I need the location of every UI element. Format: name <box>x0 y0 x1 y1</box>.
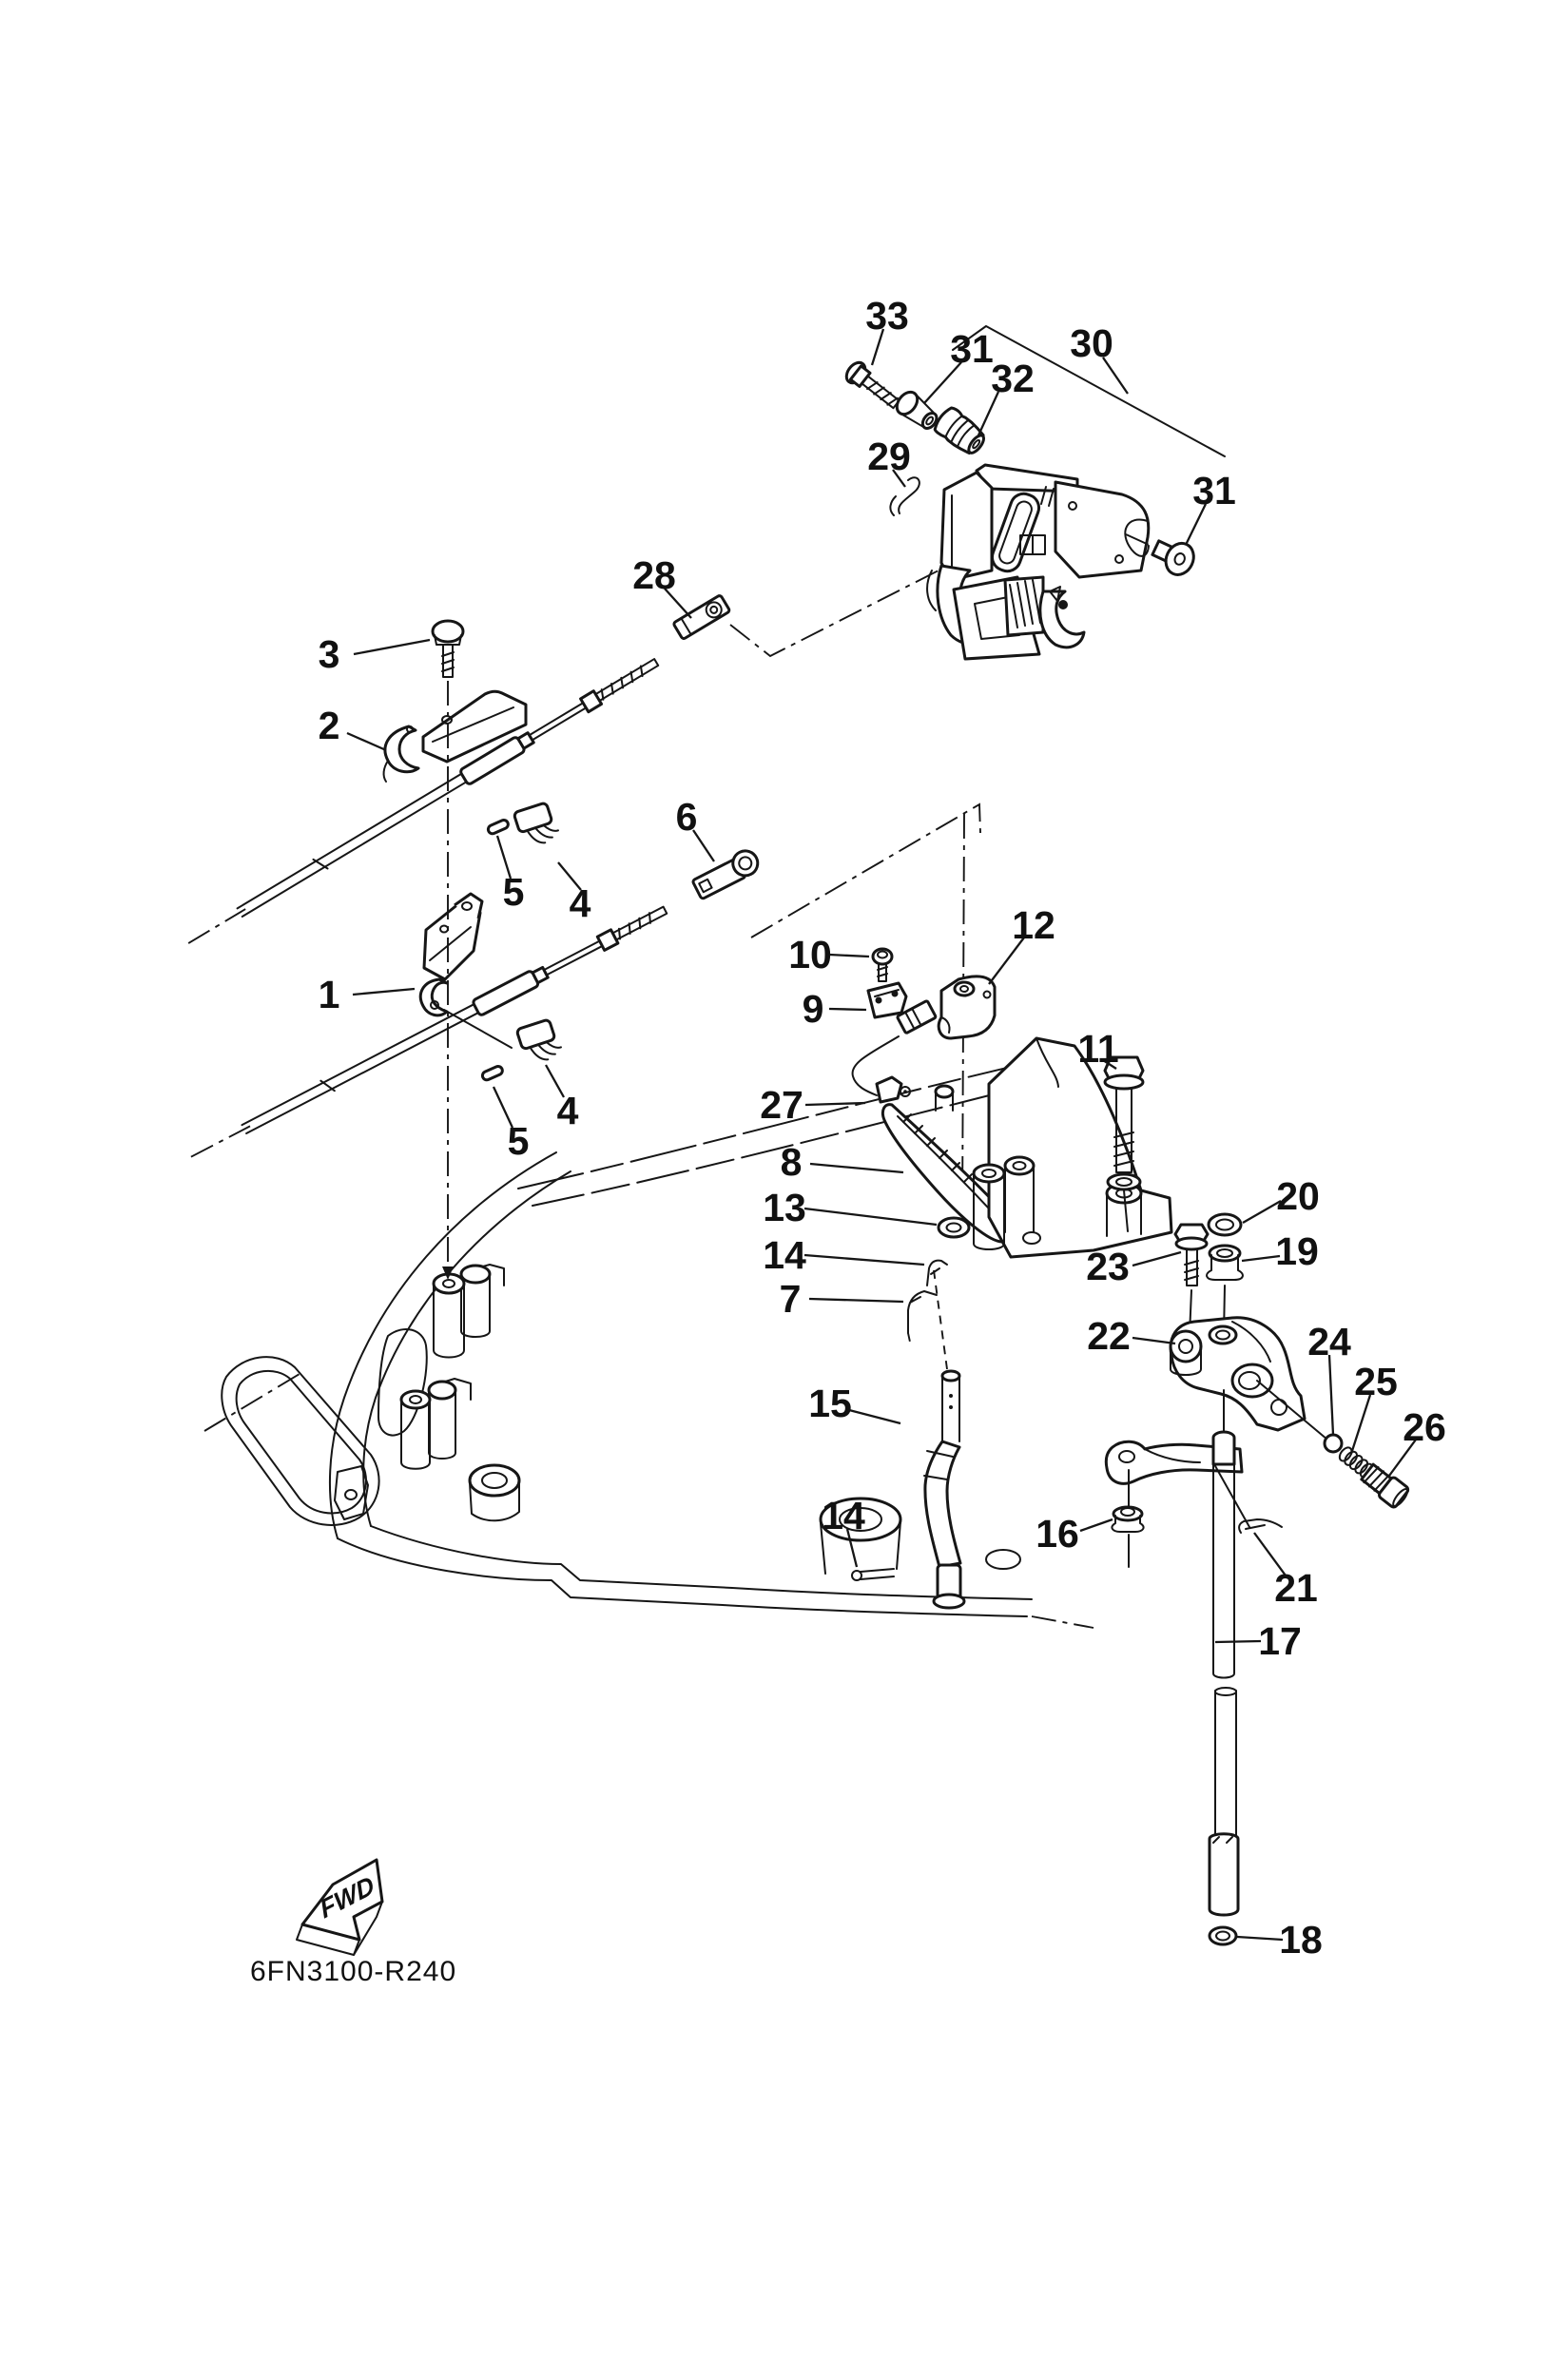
cable-joint-6 <box>690 846 762 899</box>
bushing-16 <box>1112 1507 1143 1532</box>
callout-5 <box>497 836 524 914</box>
leader-line-7 <box>809 1299 903 1302</box>
clip-7 <box>908 1291 937 1346</box>
callout-23 <box>1086 1245 1181 1288</box>
callout-10 <box>788 933 869 976</box>
callout-11 <box>1077 1027 1118 1071</box>
callout-19 <box>1242 1229 1319 1273</box>
part-number-18: 18 <box>1279 1918 1323 1962</box>
callout-13 <box>763 1186 937 1229</box>
shift-lever-22 <box>1171 1318 1305 1430</box>
cable-link-lower <box>751 804 980 938</box>
leader-line-18 <box>1237 1937 1283 1940</box>
pin-5-lower <box>481 1065 504 1081</box>
clip-29 <box>890 477 919 515</box>
drawing-code: 6FN3100-R240 <box>250 1956 457 1987</box>
cable-clamp-4-upper <box>513 802 560 849</box>
part-number-11: 11 <box>1077 1027 1119 1071</box>
leader-line-19 <box>1242 1256 1280 1261</box>
part-number-33: 33 <box>865 294 909 338</box>
leader-line-8 <box>810 1164 903 1172</box>
callout-30 <box>1070 321 1128 394</box>
part-number-10: 10 <box>788 933 832 976</box>
leader-line-13 <box>804 1209 937 1225</box>
callout-31 <box>1186 469 1236 545</box>
anchor-bracket-1 <box>420 894 482 1015</box>
grommet-holder-12 <box>939 976 995 1038</box>
engine-pan-outline <box>204 1057 1094 1628</box>
callout-14 <box>822 1494 865 1567</box>
part-number-7: 7 <box>779 1277 802 1321</box>
callout-12 <box>989 903 1055 984</box>
leader-line-2 <box>347 733 386 750</box>
clip-to-rod-line <box>934 1270 947 1369</box>
callout-2 <box>319 704 386 750</box>
part-number-4: 4 <box>556 1089 579 1132</box>
callout-7 <box>780 1277 903 1321</box>
part-number-1: 1 <box>318 973 340 1016</box>
clip-14-upper <box>927 1261 947 1286</box>
callout-1 <box>319 973 415 1016</box>
leader-line-14 <box>804 1255 924 1265</box>
callout-24 <box>1307 1320 1351 1435</box>
leader-line-10 <box>829 955 869 957</box>
callout-29 <box>867 435 911 487</box>
part-number-28: 28 <box>632 553 676 597</box>
washer-13 <box>939 1218 969 1237</box>
callout-21 <box>1254 1533 1318 1610</box>
part-number-31: 31 <box>1192 469 1236 512</box>
anchor-bracket-2 <box>384 691 526 782</box>
part-number-6: 6 <box>675 795 698 839</box>
cable-link-upper <box>730 570 939 656</box>
shift-shaft-17 <box>1210 1432 1238 1915</box>
callout-25 <box>1351 1360 1398 1454</box>
part-number-15: 15 <box>808 1382 852 1425</box>
part-number-25: 25 <box>1354 1360 1398 1403</box>
callout-27 <box>760 1083 865 1127</box>
leader-line-1 <box>353 989 415 995</box>
callout-16 <box>1036 1512 1113 1556</box>
bushing-31-right <box>1149 533 1198 580</box>
part-number-2: 2 <box>318 704 340 747</box>
leader-line-22 <box>1132 1338 1175 1344</box>
part-number-12: 12 <box>1012 903 1055 947</box>
leader-line-24 <box>1329 1355 1333 1435</box>
callout-28 <box>632 553 691 618</box>
part-number-27: 27 <box>760 1083 803 1127</box>
o-ring-18 <box>1210 1927 1236 1944</box>
bracket1-to-clamp-line <box>444 1010 512 1048</box>
callout-6 <box>676 795 714 861</box>
part-number-29: 29 <box>867 435 911 478</box>
part-number-26: 26 <box>1403 1405 1446 1449</box>
leader-line-3 <box>354 640 430 654</box>
part-number-14: 14 <box>763 1233 806 1277</box>
callout-5 <box>494 1087 529 1163</box>
part-number-5: 5 <box>502 870 525 914</box>
callout-20 <box>1243 1174 1320 1223</box>
callout-26 <box>1389 1405 1446 1476</box>
screw-10 <box>873 949 892 981</box>
callout-31 <box>924 327 994 403</box>
cotter-pin-14-lower <box>852 1569 894 1580</box>
bolt-33 <box>842 359 903 414</box>
clip21-to-shaft-line <box>1214 1464 1249 1527</box>
part-number-3: 3 <box>318 632 340 676</box>
pin-5-upper <box>487 819 510 835</box>
callout-18 <box>1237 1918 1323 1962</box>
callout-8 <box>781 1140 903 1184</box>
part-number-16: 16 <box>1036 1512 1079 1556</box>
part-number-9: 9 <box>802 987 824 1031</box>
callout-14 <box>763 1233 924 1277</box>
part-number-30: 30 <box>1070 321 1113 365</box>
bushing-19 <box>1207 1246 1243 1280</box>
leader-line-17 <box>1215 1641 1261 1642</box>
callout-3 <box>319 632 430 676</box>
part-number-5: 5 <box>507 1119 530 1163</box>
part-number-21: 21 <box>1274 1566 1318 1610</box>
callout-15 <box>808 1382 900 1425</box>
part-number-24: 24 <box>1307 1320 1351 1363</box>
control-bracket-assembly <box>927 465 1168 659</box>
part-number-31: 31 <box>950 327 994 371</box>
detent-ball-24 <box>1325 1435 1342 1452</box>
callout-22 <box>1087 1314 1175 1358</box>
part-number-22: 22 <box>1087 1314 1131 1358</box>
bolt-23 <box>1175 1225 1208 1286</box>
leader-line-25 <box>1351 1395 1370 1454</box>
part-number-32: 32 <box>991 357 1035 400</box>
leader-line-23 <box>1132 1252 1181 1266</box>
part-number-19: 19 <box>1275 1229 1319 1273</box>
part-number-17: 17 <box>1258 1619 1302 1663</box>
leader-line-20 <box>1243 1201 1281 1223</box>
fwd-label: FWD <box>316 1869 378 1924</box>
callout-33 <box>865 294 909 365</box>
part-number-4: 4 <box>569 881 591 925</box>
callouts-layer <box>319 294 1446 1962</box>
part-number-14: 14 <box>822 1494 865 1537</box>
part-number-13: 13 <box>763 1186 806 1229</box>
plug-screw-26 <box>1360 1462 1411 1510</box>
wire-lead-27 <box>853 1000 937 1102</box>
part-number-23: 23 <box>1086 1245 1130 1288</box>
leader-line-9 <box>829 1009 866 1010</box>
cable-joint-28 <box>673 595 730 640</box>
part-number-20: 20 <box>1276 1174 1320 1218</box>
callout-4 <box>558 862 591 925</box>
part-number-8: 8 <box>780 1140 803 1184</box>
washer-20 <box>1209 1214 1241 1235</box>
link-rod-15 <box>924 1371 964 1608</box>
callout-9 <box>803 987 866 1031</box>
anode-9 <box>868 983 906 1017</box>
bolt-3 <box>433 621 463 677</box>
leader-line-15 <box>849 1410 900 1423</box>
cable-clamp-4-lower <box>516 1018 563 1066</box>
leader-line-16 <box>1080 1519 1113 1531</box>
callout-4 <box>546 1065 579 1132</box>
fwd-arrow <box>297 1860 382 1955</box>
callout-17 <box>1215 1619 1302 1663</box>
